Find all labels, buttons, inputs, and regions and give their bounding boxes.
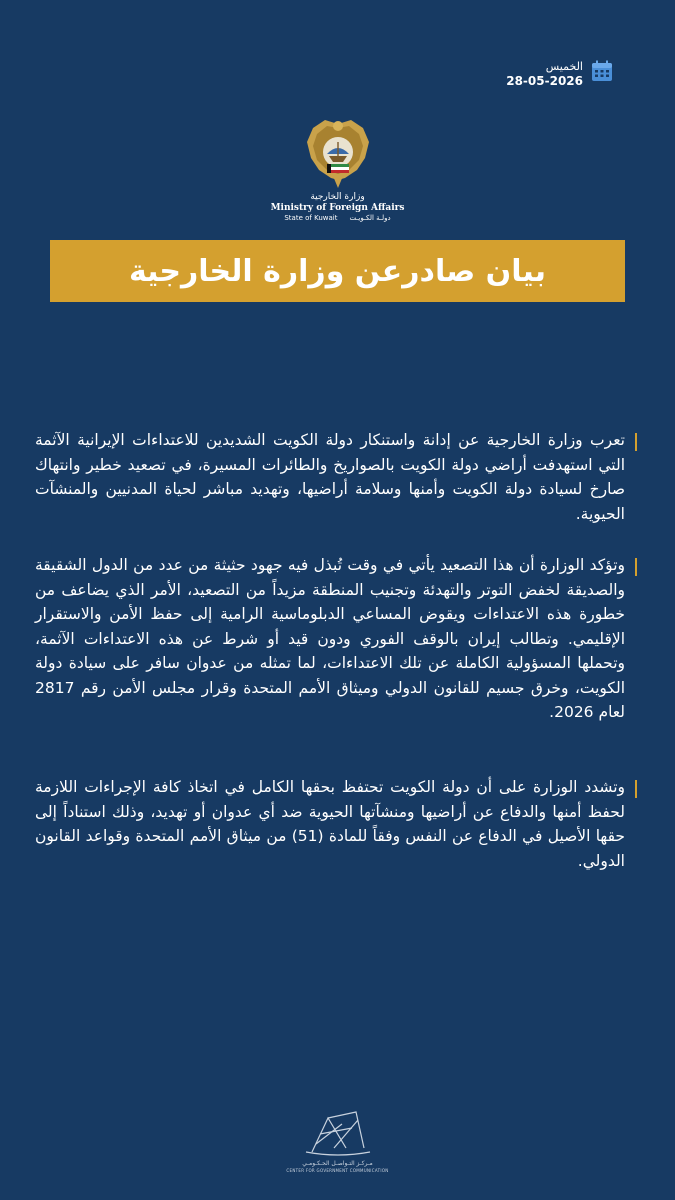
ministry-name-en: Ministry of Foreign Affairs bbox=[270, 203, 405, 213]
date-value: 28-05-2026 bbox=[506, 74, 583, 88]
statement-paragraph-3: وتشدد الوزارة على أن دولة الكويت تحتفظ بحقها الكامل في اتخاذ كافة الإجراءات اللازمة لحفظ أمنها والدفاع عن أراضيها ومنشآتها الحيوية ضد أي عدوان أو تهديد، وذلك استناداً إلى حقها الأصيل في الدفاع عن النفس وفقاً للمادة (51) من ميثاق الأمم المتحدة وقواعد القانون الدولي. bbox=[35, 775, 637, 873]
day-name: الخميس bbox=[545, 60, 583, 73]
state-line bbox=[284, 214, 390, 223]
footer-logo bbox=[0, 1108, 675, 1174]
date-text bbox=[506, 60, 583, 89]
footer-center-ar: مـركـز التـواصـل الحـكـومـي bbox=[302, 1160, 373, 1167]
title-banner bbox=[50, 240, 625, 302]
page-title: بيان صادرعن وزارة الخارجية bbox=[128, 253, 547, 289]
ministry-name-ar: وزارة الخارجية bbox=[310, 192, 365, 202]
statement-paragraph-1: تعرب وزارة الخارجية عن إدانة واستنكار دولة الكويت الشديدين للاعتداءات الإيرانية الآثمة التي استهدفت أراضي دولة الكويت بالصواريخ والطائرات المسيرة، في تصعيد خطير وانتهاك صارخ لسيادة دولة الكويت وأمنها وسلامة أراضيها، وتهديد مباشر لحياة المدنيين والمنشآت الحيوية. bbox=[35, 428, 637, 526]
footer-center-en: CENTER FOR GOVERNMENT COMMUNICATION bbox=[286, 1168, 389, 1173]
ministry-logo bbox=[0, 118, 675, 223]
state-name-en: State of Kuwait bbox=[284, 214, 338, 222]
date-block bbox=[506, 60, 613, 89]
statement-paragraph-2: وتؤكد الوزارة أن هذا التصعيد يأتي في وقت تُبذل فيه جهود حثيثة من عدد من الدول الشقيقة والصديقة لخفض التوتر والتهدئة وتجنيب المنطقة مزيداً من التصعيد، الأمر الذي يضاعف من خطورة هذه الاعتداءات ويقوض المساعي الدبلوماسية الرامية إلى حفظ الأمن والاستقرار الإقليمي. وتطالب إيران بالوقف الفوري ودون قيد أو شرط عن هذه الاعتداءات الآثمة، وتحملها المسؤولية الكاملة عن تلك الاعتداءات، لما تمثله من عدوان سافر على سيادة دولة الكويت، وخرق جسيم للقانون الدولي وميثاق الأمم المتحدة وقرار مجلس الأمن رقم 2817 لعام 2026. bbox=[35, 553, 637, 725]
state-name-ar: دولـة الكـويـت bbox=[349, 214, 391, 222]
dhow-ship-logo bbox=[298, 1108, 378, 1160]
kuwait-emblem bbox=[305, 118, 371, 190]
calendar-icon bbox=[591, 60, 613, 82]
